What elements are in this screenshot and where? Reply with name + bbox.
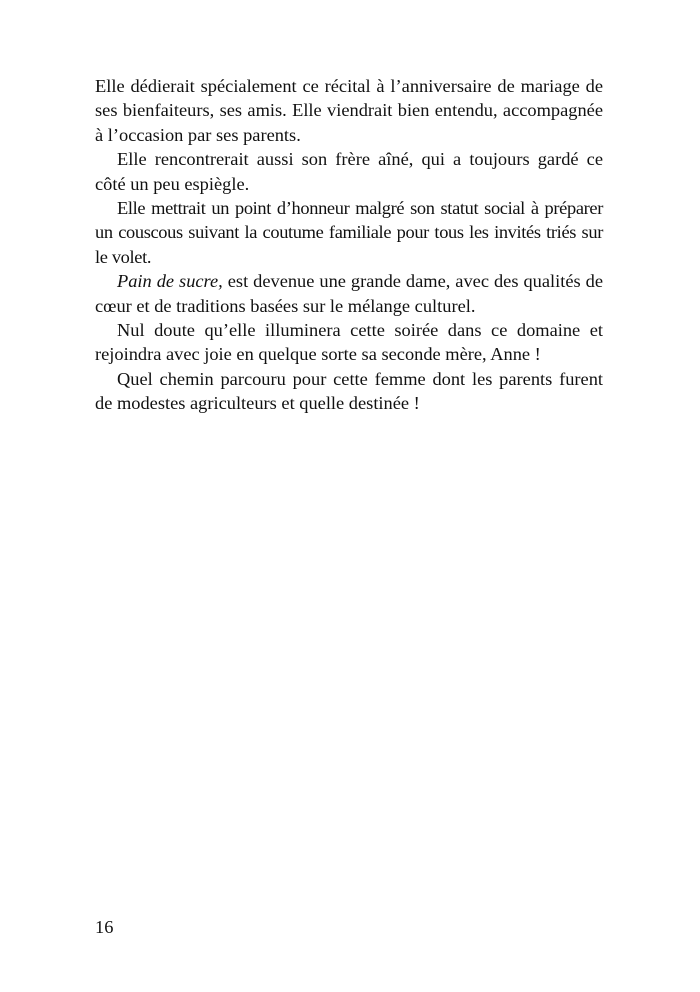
paragraph-brother: Elle rencontrerait aussi son frère aîné, qui a toujours gardé ce côté un peu espiègle. (95, 149, 603, 194)
body-text (95, 74, 603, 416)
page-number: 16 (95, 917, 114, 937)
paragraph-couscous: Elle mettrait un point d’honneur malgré son statut social à préparer un couscous suivant la coutume familiale pour tous les invités triés sur le volet. (95, 198, 603, 267)
paragraph-pain-de-sucre (95, 269, 603, 318)
paragraph-pain-de-sucre-rest: est devenue une grande dame, avec des qualités de cœur et de traditions basées sur le mélange culturel. (95, 271, 603, 316)
paragraph-destinee: Quel chemin parcouru pour cette femme dont les parents furent de modestes agriculteurs et quelle destinée ! (95, 368, 603, 414)
paragraph-recital: Elle dédierait spécialement ce récital à l’anniversaire de mariage de ses bienfaiteurs, ses amis. Elle viendrait bien entendu, accompagnée à l’occasion par ses parents. (95, 76, 603, 145)
italic-nickname: Pain de sucre, (117, 271, 223, 292)
paragraph-soiree: Nul doute qu’elle illuminera cette soirée dans ce domaine et rejoindra avec joie en quelque sorte sa seconde mère, Anne ! (95, 320, 603, 365)
